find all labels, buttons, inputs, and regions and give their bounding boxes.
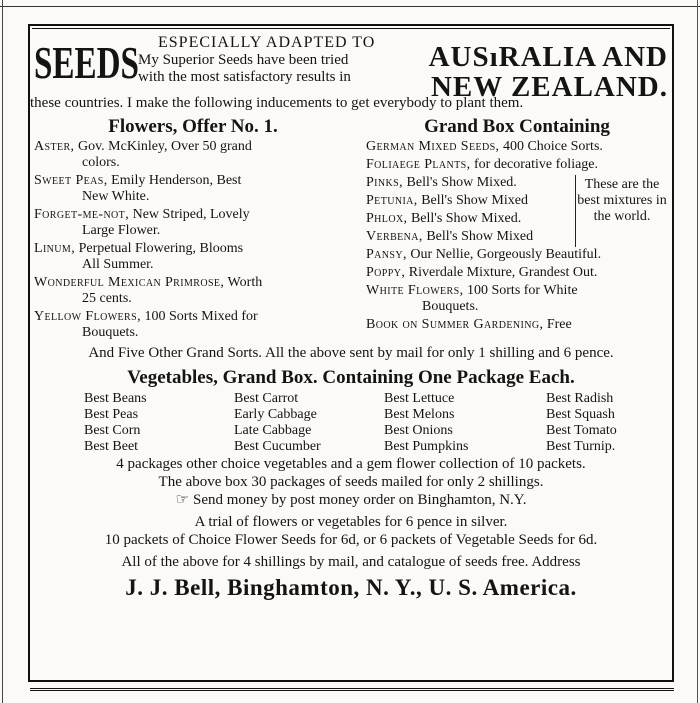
mixtures-box	[366, 175, 668, 247]
list-item: Verbena, Bell's Show Mixed	[366, 229, 534, 244]
superior-line-2: with the most satisfactory results in	[138, 69, 351, 85]
left-column-rule	[2, 0, 3, 703]
grand-box-column	[358, 116, 668, 343]
packets-text: 10 packets of Choice Flower Seeds for 6d, or 6 packets of Vegetable Seeds for 6d.	[104, 532, 598, 548]
list-item: German Mixed Seeds, 400 Choice Sorts.	[366, 139, 603, 154]
list-item: Late Cabbage	[234, 423, 312, 438]
right-column-rule	[697, 0, 698, 703]
list-item: Best Melons	[384, 407, 455, 422]
list-item: Forget-me-not, New Striped, Lovely Large Flower.	[34, 207, 250, 238]
list-item: Yellow Flowers, 100 Sorts Mixed for Bouquets.	[34, 309, 258, 340]
list-item: Pansy, Our Nellie, Gorgeously Beautiful.	[366, 247, 602, 262]
flowers-heading: Flowers, Offer No. 1.	[108, 116, 278, 137]
list-item: Pinks, Bell's Show Mixed.	[366, 175, 517, 190]
list-item: Book on Summer Gardening, Free	[366, 317, 572, 332]
vegetables-heading: Vegetables, Grand Box. Containing One Package Each.	[127, 367, 575, 388]
list-item: Best Tomato	[546, 423, 617, 438]
grand-box-heading: Grand Box Containing	[424, 116, 610, 137]
all-above-text: All of the above for 4 shillings by mail, and catalogue of seeds free. Address	[121, 554, 581, 570]
seeds-title: SEEDS	[34, 37, 139, 88]
send-money-line	[34, 491, 668, 509]
list-item: Best Carrot	[234, 391, 299, 406]
list-item: Best Turnip.	[546, 439, 616, 454]
list-item: White Flowers, 100 Sorts for White Bouquets.	[366, 283, 578, 314]
list-item: Poppy, Riverdale Mixture, Grandest Out.	[366, 265, 598, 280]
trial-text: A trial of flowers or vegetables for 6 pence in silver.	[194, 514, 508, 530]
new-zealand-heading: NEW ZEALAND.	[430, 71, 668, 103]
list-item: Aster, Gov. McKinley, Over 50 grand colors.	[34, 139, 252, 170]
intro-text: these countries. I make the following inducements to get everybody to plant them.	[30, 95, 524, 111]
list-item: Petunia, Bell's Show Mixed	[366, 193, 528, 208]
list-item: Early Cabbage	[234, 407, 317, 422]
seed-advertisement	[28, 24, 674, 682]
page-top-rule	[0, 6, 700, 7]
offer-columns	[34, 116, 668, 343]
list-item: Linum, Perpetual Flowering, Blooms All Summer.	[34, 241, 244, 272]
five-other-text: And Five Other Grand Sorts. All the above sent by mail for only 1 shilling and 6 pence.	[88, 345, 614, 361]
list-item: Best Onions	[384, 423, 453, 438]
list-item: Best Squash	[546, 407, 615, 422]
list-item: Best Radish	[546, 391, 614, 406]
list-item: Best Peas	[84, 407, 139, 422]
list-item: Best Beans	[84, 391, 147, 406]
list-item: Best Cucumber	[234, 439, 321, 454]
box-price-text: The above box 30 packages of seeds mailed for only 2 shillings.	[158, 474, 544, 490]
headline	[34, 32, 668, 103]
send-money-text: Send money by post money order on Binghamton, N.Y.	[193, 492, 527, 508]
list-item: Sweet Peas, Emily Henderson, Best New White.	[34, 173, 242, 204]
list-item: Best Pumpkins	[384, 439, 469, 454]
pointing-hand-icon: ☞	[175, 492, 189, 508]
list-item: Best Beet	[84, 439, 139, 454]
superior-text	[138, 52, 351, 86]
bottom-rule	[30, 688, 674, 691]
flowers-column	[34, 116, 358, 343]
packages-text: 4 packages other choice vegetables and a gem flower collection of 10 packets.	[116, 456, 586, 472]
address: J. J. Bell, Binghamton, N. Y., U. S. America.	[125, 575, 577, 600]
vegetables-grid	[34, 391, 668, 455]
countries-heading	[429, 42, 668, 102]
list-item: Best Lettuce	[384, 391, 455, 406]
list-item: Foliaege Plants, for decorative foliage.	[366, 157, 599, 172]
australia-heading: AUSıRALIA AND	[428, 41, 668, 73]
adapted-text: ESPECIALLY ADAPTED TO	[158, 34, 376, 51]
list-item: Wonderful Mexican Primrose, Worth 25 cents.	[34, 275, 263, 306]
superior-line-1: My Superior Seeds have been tried	[138, 52, 349, 68]
list-item: Best Corn	[84, 423, 141, 438]
list-item: Phlox, Bell's Show Mixed.	[366, 211, 522, 226]
mixtures-note: These are the best mixtures in the world.	[577, 177, 667, 224]
mixtures-list	[366, 175, 576, 247]
